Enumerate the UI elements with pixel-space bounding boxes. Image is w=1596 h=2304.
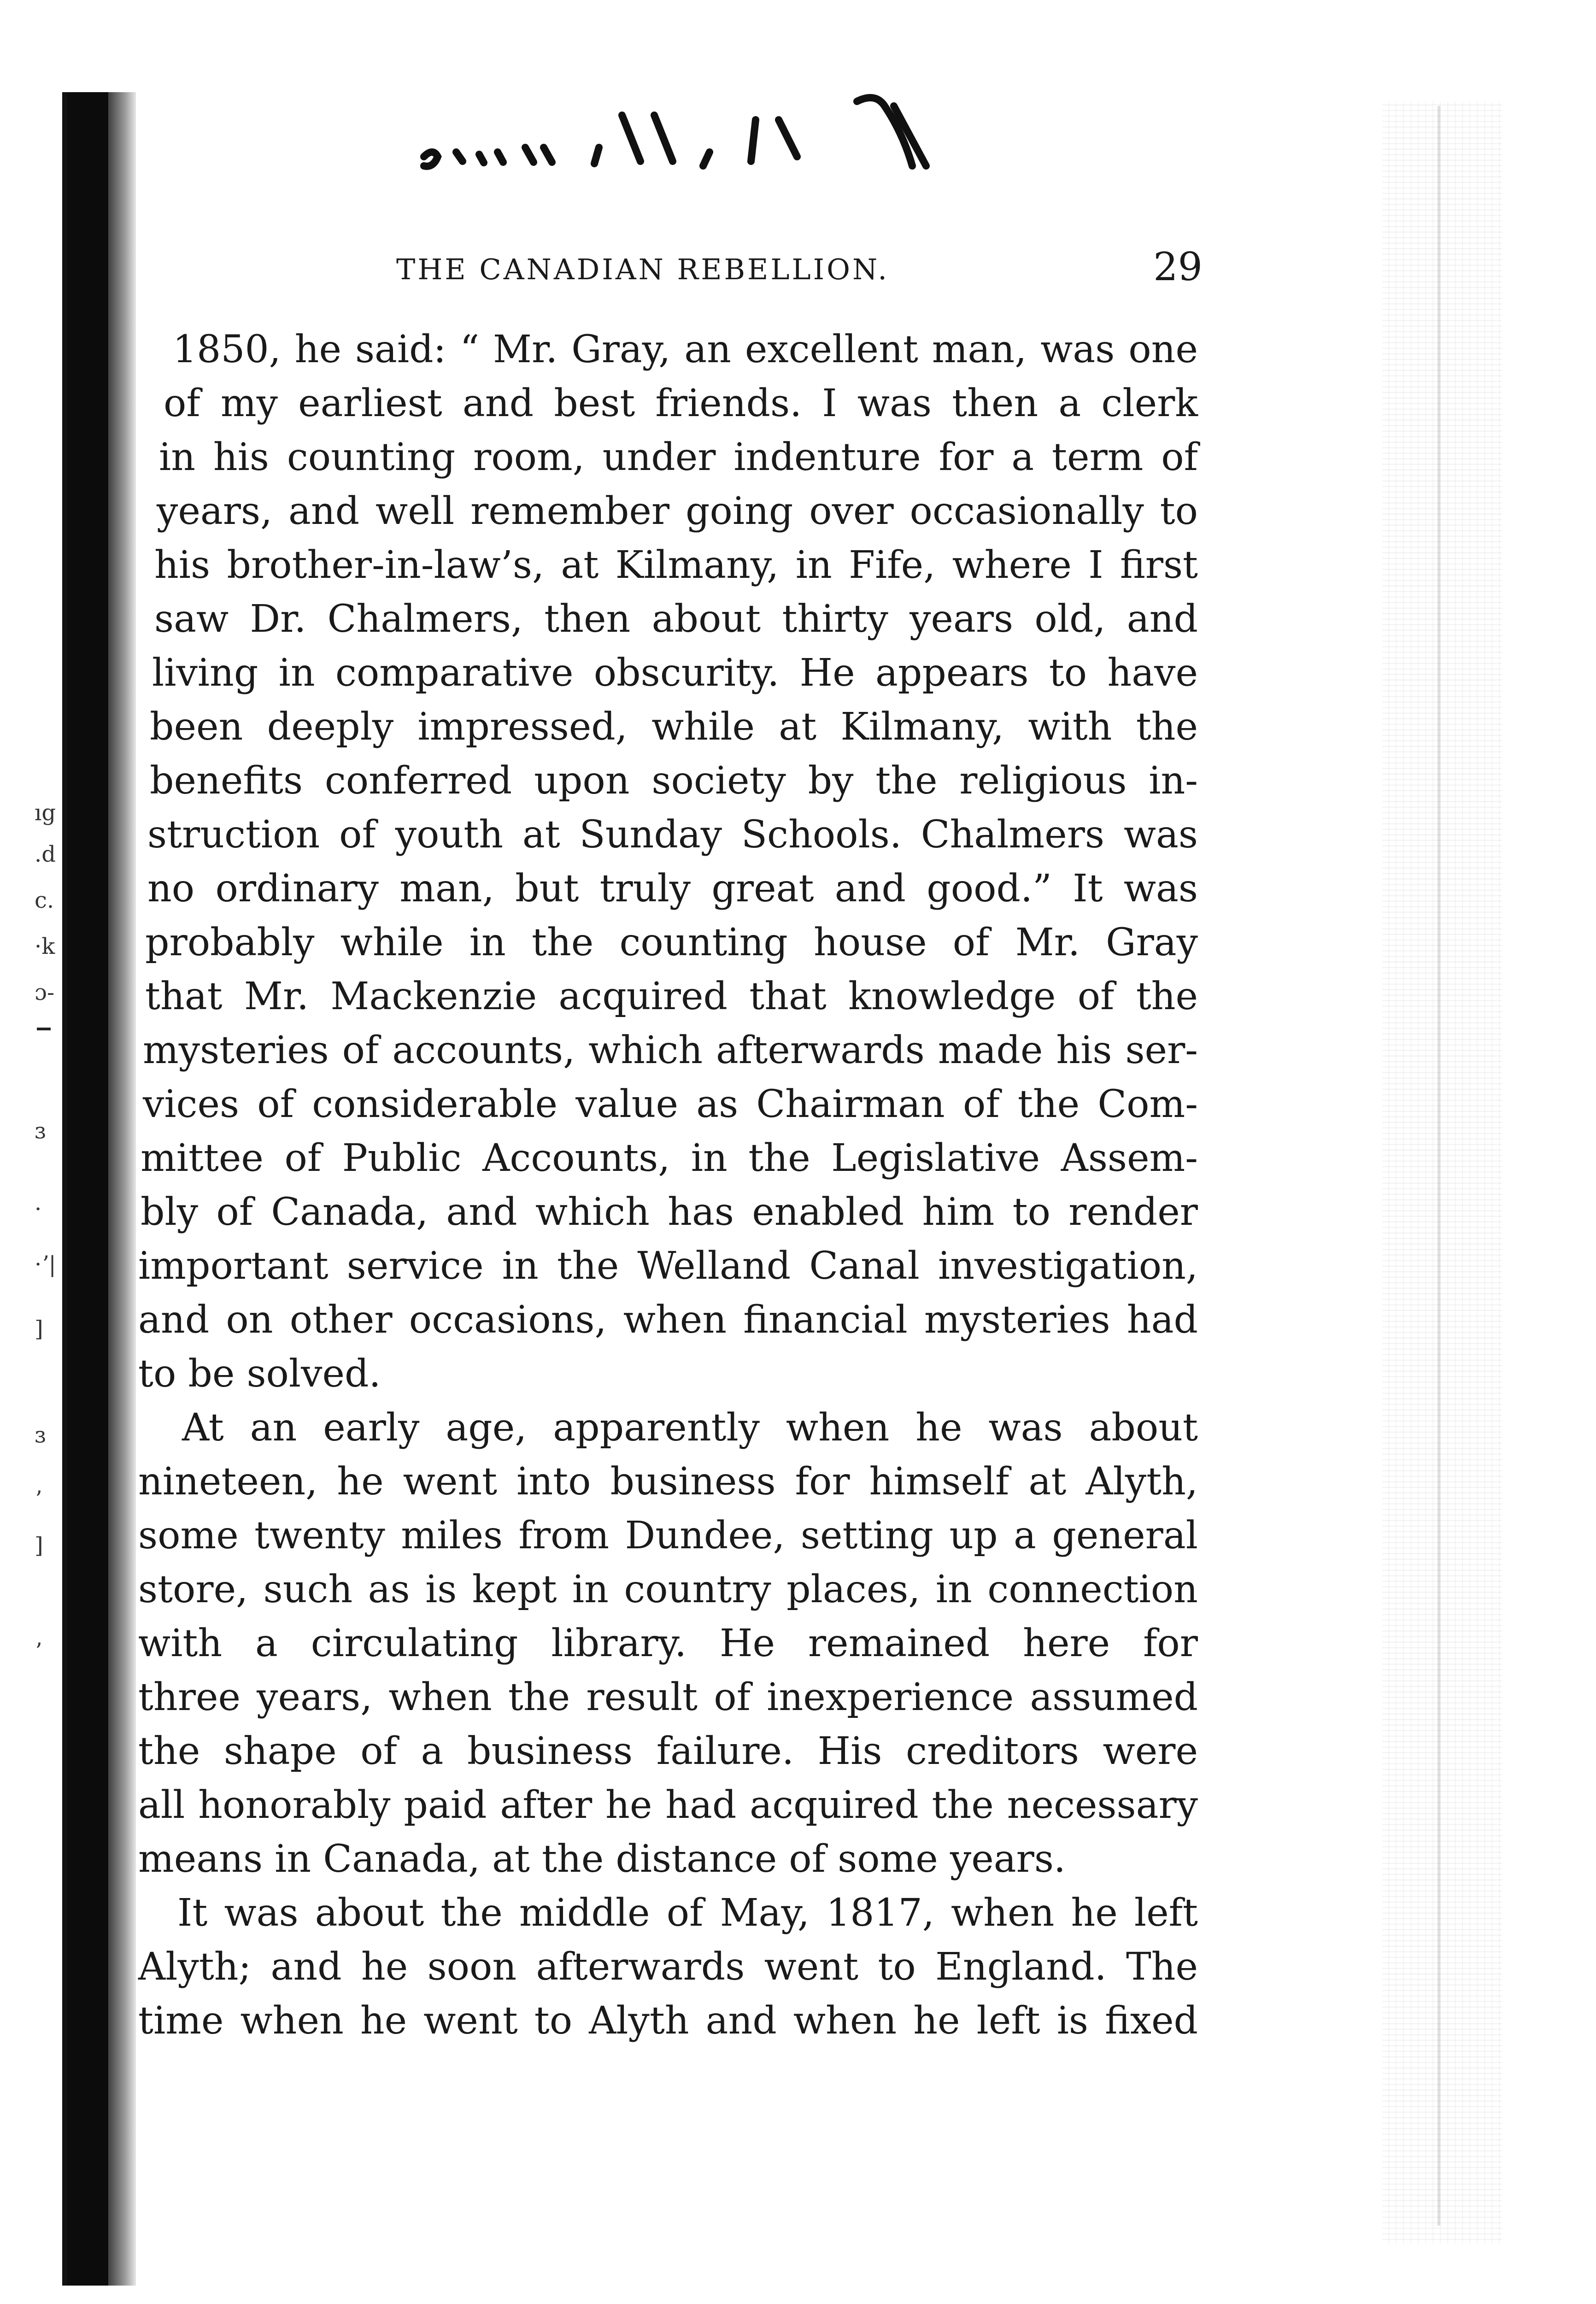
margin-fragment: ɔ- <box>35 980 55 1005</box>
margin-fragment: ɜ <box>35 1422 46 1448</box>
text-line: important service in the Welland Canal investigation, <box>138 1244 1198 1288</box>
margin-fragment: ·ʼ| <box>35 1252 56 1277</box>
margin-fragment: c. <box>35 888 54 913</box>
text-line: in his counting room, under indenture for a term of <box>159 435 1198 479</box>
page-number: 29 <box>1153 244 1203 289</box>
text-line: years, and well remember going over occasionally to <box>157 489 1198 533</box>
text-line: living in comparative obscurity. He appears to have <box>152 651 1198 695</box>
text-line: with a circulating library. He remained here for <box>138 1622 1198 1665</box>
margin-dash <box>37 1028 51 1030</box>
text-line: all honorably paid after he had acquired the necessary <box>138 1783 1198 1827</box>
handwritten-annotation <box>405 88 1027 194</box>
page-header <box>364 244 1203 295</box>
running-title: THE CANADIAN REBELLION. <box>396 253 889 286</box>
text-line: probably while in the counting house of Mr. Gray <box>145 921 1198 964</box>
page-edge-speckle <box>1382 101 1502 2244</box>
text-line: means in Canada, at the distance of some years. <box>138 1837 1066 1881</box>
margin-fragment: ·k <box>35 934 55 959</box>
body-text <box>138 323 1198 2048</box>
text-line: the shape of a business failure. His creditors were <box>138 1729 1198 1773</box>
text-line: bly of Canada, and which has enabled him to render <box>141 1190 1198 1234</box>
text-line: mittee of Public Accounts, in the Legislative Assem- <box>141 1136 1198 1180</box>
page-edge-line <box>1438 106 1440 2226</box>
text-line: vices of considerable value as Chairman of the Com- <box>143 1082 1198 1126</box>
text-line: nineteen, he went into business for himself at Alyth, <box>138 1460 1198 1504</box>
text-line: to be solved. <box>138 1352 381 1396</box>
margin-fragment: ıg <box>35 800 56 826</box>
text-line: been deeply impressed, while at Kilmany, with the <box>150 705 1198 749</box>
text-line: 1850, he said: “ Mr. Gray, an excellent man, was one <box>173 328 1198 371</box>
text-line: that Mr. Mackenzie acquired that knowledge of the <box>145 975 1198 1018</box>
text-line: At an early age, apparently when he was about <box>182 1406 1198 1450</box>
text-line: no ordinary man, but truly great and good.” It was <box>147 867 1198 911</box>
text-line: It was about the middle of May, 1817, when he left <box>177 1891 1198 1935</box>
margin-fragment: ] <box>35 1533 43 1558</box>
text-line: saw Dr. Chalmers, then about thirty years old, and <box>154 597 1198 641</box>
text-line: benefits conferred upon society by the religious in- <box>150 759 1198 803</box>
text-line: Alyth; and he soon afterwards went to England. The <box>138 1945 1198 1989</box>
margin-fragment: ɜ <box>35 1118 46 1144</box>
text-line: of my earliest and best friends. I was then a clerk <box>164 382 1198 425</box>
margin-fragment: ʼ <box>35 1639 42 1664</box>
text-line: struction of youth at Sunday Schools. Chalmers was <box>147 813 1198 857</box>
text-line: some twenty miles from Dundee, setting up a general <box>138 1514 1198 1558</box>
text-line: mysteries of accounts, which afterwards made his ser- <box>143 1029 1198 1072</box>
text-line: time when he went to Alyth and when he left is fixed <box>138 1999 1198 2043</box>
text-line: and on other occasions, when financial mysteries had <box>138 1298 1198 1342</box>
text-line: three years, when the result of inexperience assumed <box>138 1675 1198 1719</box>
margin-fragment: ʼ <box>35 1487 42 1512</box>
text-line: his brother-in-law’s, at Kilmany, in Fife, where I first <box>154 543 1198 587</box>
margin-fragment: .d <box>35 841 56 867</box>
margin-fragment: ] <box>35 1316 43 1342</box>
text-line: store, such as is kept in country places, in connection <box>138 1568 1198 1611</box>
book-binding-shadow <box>67 92 108 2286</box>
margin-fragment: · <box>35 1196 42 1222</box>
